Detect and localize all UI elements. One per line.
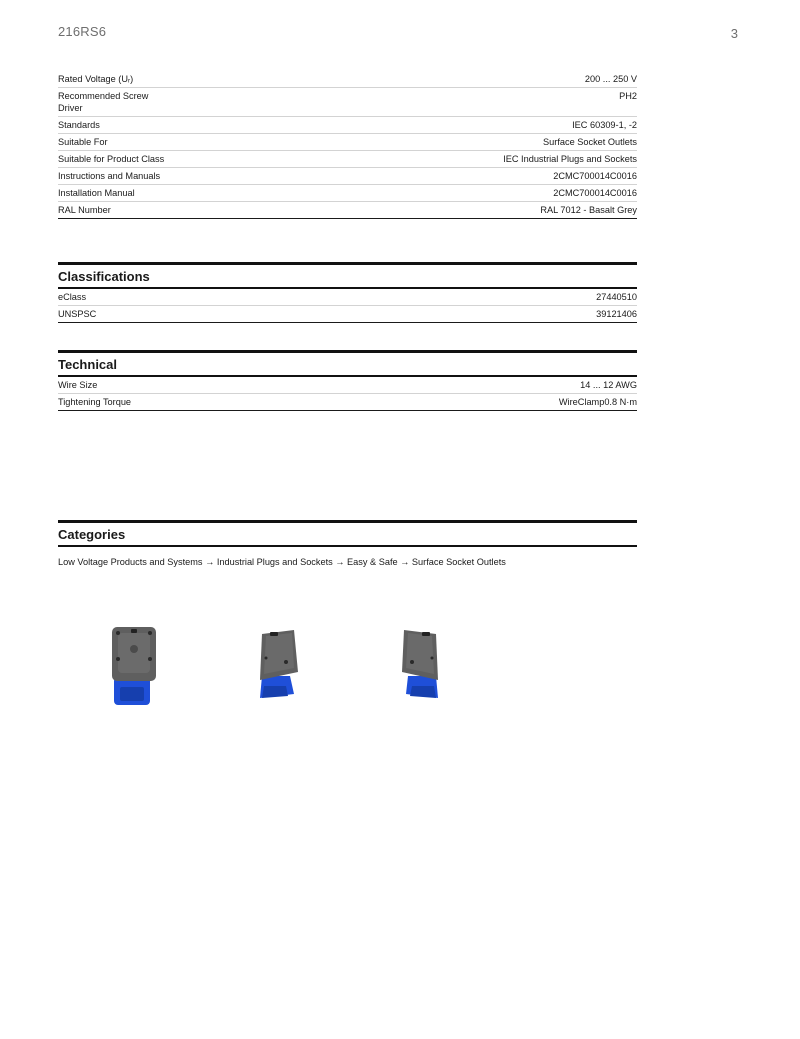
spec-label: Recommended Screw Driver bbox=[58, 91, 149, 113]
categories-section bbox=[58, 520, 637, 547]
product-image-side-right bbox=[398, 628, 444, 707]
technical-value: WireClamp0.8 N·m bbox=[558, 396, 637, 407]
classifications-section bbox=[58, 262, 637, 323]
section-rule bbox=[58, 545, 637, 547]
spec-value: Surface Socket Outlets bbox=[543, 137, 637, 147]
spec-label: Rated Voltage (Uᵣ) bbox=[58, 74, 134, 84]
section-title: Technical bbox=[58, 357, 118, 372]
spec-value: 2CMC700014C0016 bbox=[553, 188, 637, 198]
spec-value: IEC Industrial Plugs and Sockets bbox=[503, 154, 637, 164]
classification-row bbox=[58, 289, 637, 306]
classification-row bbox=[58, 306, 637, 323]
technical-label: Tightening Torque bbox=[58, 396, 132, 407]
spec-label: Standards bbox=[58, 120, 100, 130]
spec-row bbox=[58, 134, 637, 151]
technical-row bbox=[58, 394, 637, 411]
spec-row bbox=[58, 151, 637, 168]
spec-label: Suitable For bbox=[58, 137, 108, 147]
spec-label: Suitable for Product Class bbox=[58, 154, 165, 164]
spec-row bbox=[58, 88, 637, 117]
spec-label: Instructions and Manuals bbox=[58, 171, 161, 181]
classification-value: 39121406 bbox=[596, 308, 637, 319]
section-title: Categories bbox=[58, 527, 126, 542]
section-title: Classifications bbox=[58, 269, 150, 284]
spec-row bbox=[58, 71, 637, 88]
spec-row bbox=[58, 185, 637, 202]
category-breadcrumb: Low Voltage Products and Systems → Industrial Plugs and Sockets → Easy & Safe → Surface Socket Outlets bbox=[58, 557, 506, 567]
technical-value: 14 ... 12 AWG bbox=[580, 379, 637, 390]
technical-label: Wire Size bbox=[58, 379, 98, 390]
page-number: 3 bbox=[730, 26, 738, 41]
spec-value: 200 ... 250 V bbox=[584, 74, 637, 84]
spec-label: Installation Manual bbox=[58, 188, 135, 198]
spec-row bbox=[58, 202, 637, 219]
classification-value: 27440510 bbox=[596, 291, 637, 302]
product-image-front bbox=[110, 625, 160, 712]
spec-label: RAL Number bbox=[58, 205, 111, 215]
classification-label: eClass bbox=[58, 291, 87, 302]
spec-row bbox=[58, 117, 637, 134]
product-image-side-left bbox=[256, 628, 302, 707]
classification-label: UNSPSC bbox=[58, 308, 97, 319]
spec-value: RAL 7012 - Basalt Grey bbox=[540, 205, 637, 215]
spec-value: PH2 bbox=[619, 91, 637, 101]
technical-row bbox=[58, 377, 637, 394]
document-title: 216RS6 bbox=[58, 24, 107, 39]
technical-section bbox=[58, 350, 637, 411]
spec-row bbox=[58, 168, 637, 185]
spec-value: IEC 60309-1, -2 bbox=[572, 120, 637, 130]
spec-value: 2CMC700014C0016 bbox=[553, 171, 637, 181]
specs-table bbox=[58, 71, 637, 219]
